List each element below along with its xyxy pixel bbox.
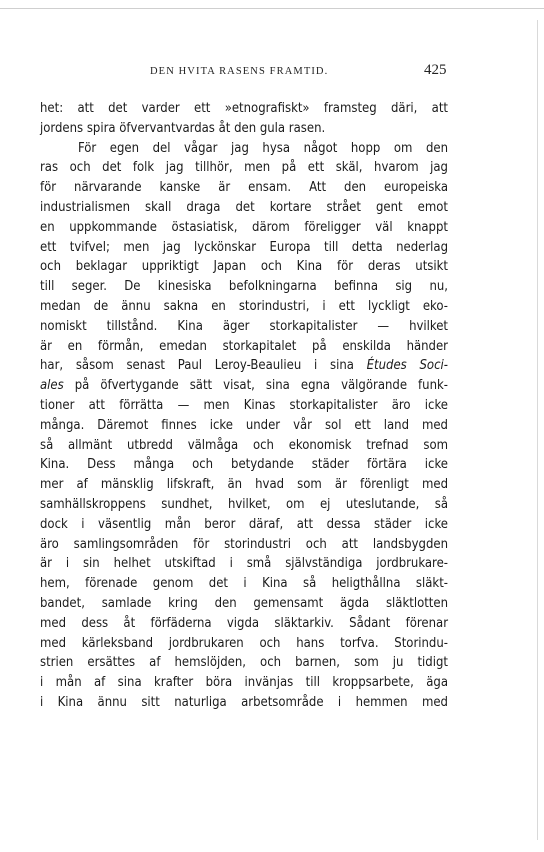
text-line [40,574,448,594]
text-line [40,416,448,436]
line-text: har, såsom senast Paul Leroy-Beaulieu i sina [40,358,367,374]
text-line [40,119,448,139]
line-text: med kärleksband jordbrukaren och hans torfva. Storindu- [40,635,448,651]
line-text: industrialismen skall draga det kortare strået gent emot [40,199,448,215]
line-text: tioner att förrätta — men Kinas storkapitalister äro icke [40,397,448,413]
scan-edge-line [0,8,544,9]
text-line [40,455,448,475]
line-text: hem, förenade genom det i Kina så heligthållna släkt- [40,576,448,592]
line-text: för närvarande kanske är ensam. Att den europeiska [40,180,448,196]
page-number: 425 [424,62,447,78]
text-line [40,515,448,535]
line-text: Kina. Dess många och betydande städer förtära icke [40,457,448,473]
line-text: ras och det folk jag tillhör, men på ett skäl, hvarom jag [40,160,448,176]
text-line [40,673,448,693]
line-text: i mån af sina krafter böra invänjas till kroppsarbete, äga [40,675,448,691]
text-line [40,653,448,673]
line-text: är i sin helhet utskiftad i små självständiga jordbrukare- [40,556,448,572]
line-text: och beklagar uppriktigt Japan och Kina för deras utsikt [40,259,448,275]
text-line [40,277,448,297]
body-text [40,99,448,713]
text-line [40,356,448,376]
text-line [40,158,448,178]
line-text: samhällskroppens sundhet, hvilket, om ej uteslutande, så [40,496,448,512]
italic-title: Études Soci- [366,358,448,374]
text-line [40,436,448,456]
line-text: många. Däremot finnes icke under vår sol ett land med [40,417,448,433]
line-text: jordens spira öfvervantvardas åt den gula rasen. [40,120,326,136]
text-line [40,535,448,555]
line-text: medan de ännu sakna en storindustri, i ett lyckligt eko- [40,298,448,314]
running-title: DEN HVITA RASENS FRAMTID. [150,66,329,77]
line-text: på öfvertygande sätt visat, sina egna välgörande funk- [63,378,448,394]
text-line [40,297,448,317]
text-line [40,317,448,337]
line-text: För egen del vågar jag hysa något hopp om den [78,140,448,156]
line-text: en uppkommande östasiatisk, därom föreligger väl knappt [40,219,448,235]
line-text: är en förmån, emedan storkapitalet på enskilda händer [40,338,448,354]
italic-title: ales [40,378,64,394]
text-line [40,376,448,396]
line-text: äro samlingsområden för storindustri och att landsbygden [40,536,448,552]
text-line [40,178,448,198]
line-text: till seger. De kinesiska befolkningarna befinna sig nu, [40,279,448,295]
line-text: het: att det varder ett »etnografiskt» framsteg däri, att [40,101,448,116]
line-text: nomiskt tillstånd. Kina äger storkapitalister — hvilket [40,318,448,334]
line-text: dock i väsentlig mån beror däraf, att dessa städer icke [40,516,448,532]
text-line [40,475,448,495]
text-line [40,238,448,258]
page-edge-rule [537,20,538,840]
line-text: i Kina ännu sitt naturliga arbetsområde i hemmen med [40,694,448,710]
text-line [40,495,448,515]
text-line [40,99,448,119]
text-line [40,257,448,277]
text-line [40,614,448,634]
text-line [40,218,448,238]
text-line [40,693,448,713]
text-line [40,396,448,416]
line-text: strien ersättes af hemslöjden, och barnen, som ju tidigt [40,655,448,671]
text-line [40,139,448,159]
text-line [40,594,448,614]
text-line [40,337,448,357]
line-text: med dess åt förfäderna vigda släktarkiv. Sådant förenar [40,615,448,631]
text-line [40,198,448,218]
text-line [40,554,448,574]
text-line [40,634,448,654]
line-text: mer af mänsklig lifskraft, än hvad som är förenligt med [40,477,448,493]
line-text: så allmänt utbredd välmåga och ekonomisk trefnad som [40,437,448,453]
line-text: ett tvifvel; men jag lyckönskar Europa till detta nederlag [40,239,448,255]
line-text: bandet, samlade kring den gemensamt ägda släktlotten [40,595,448,611]
